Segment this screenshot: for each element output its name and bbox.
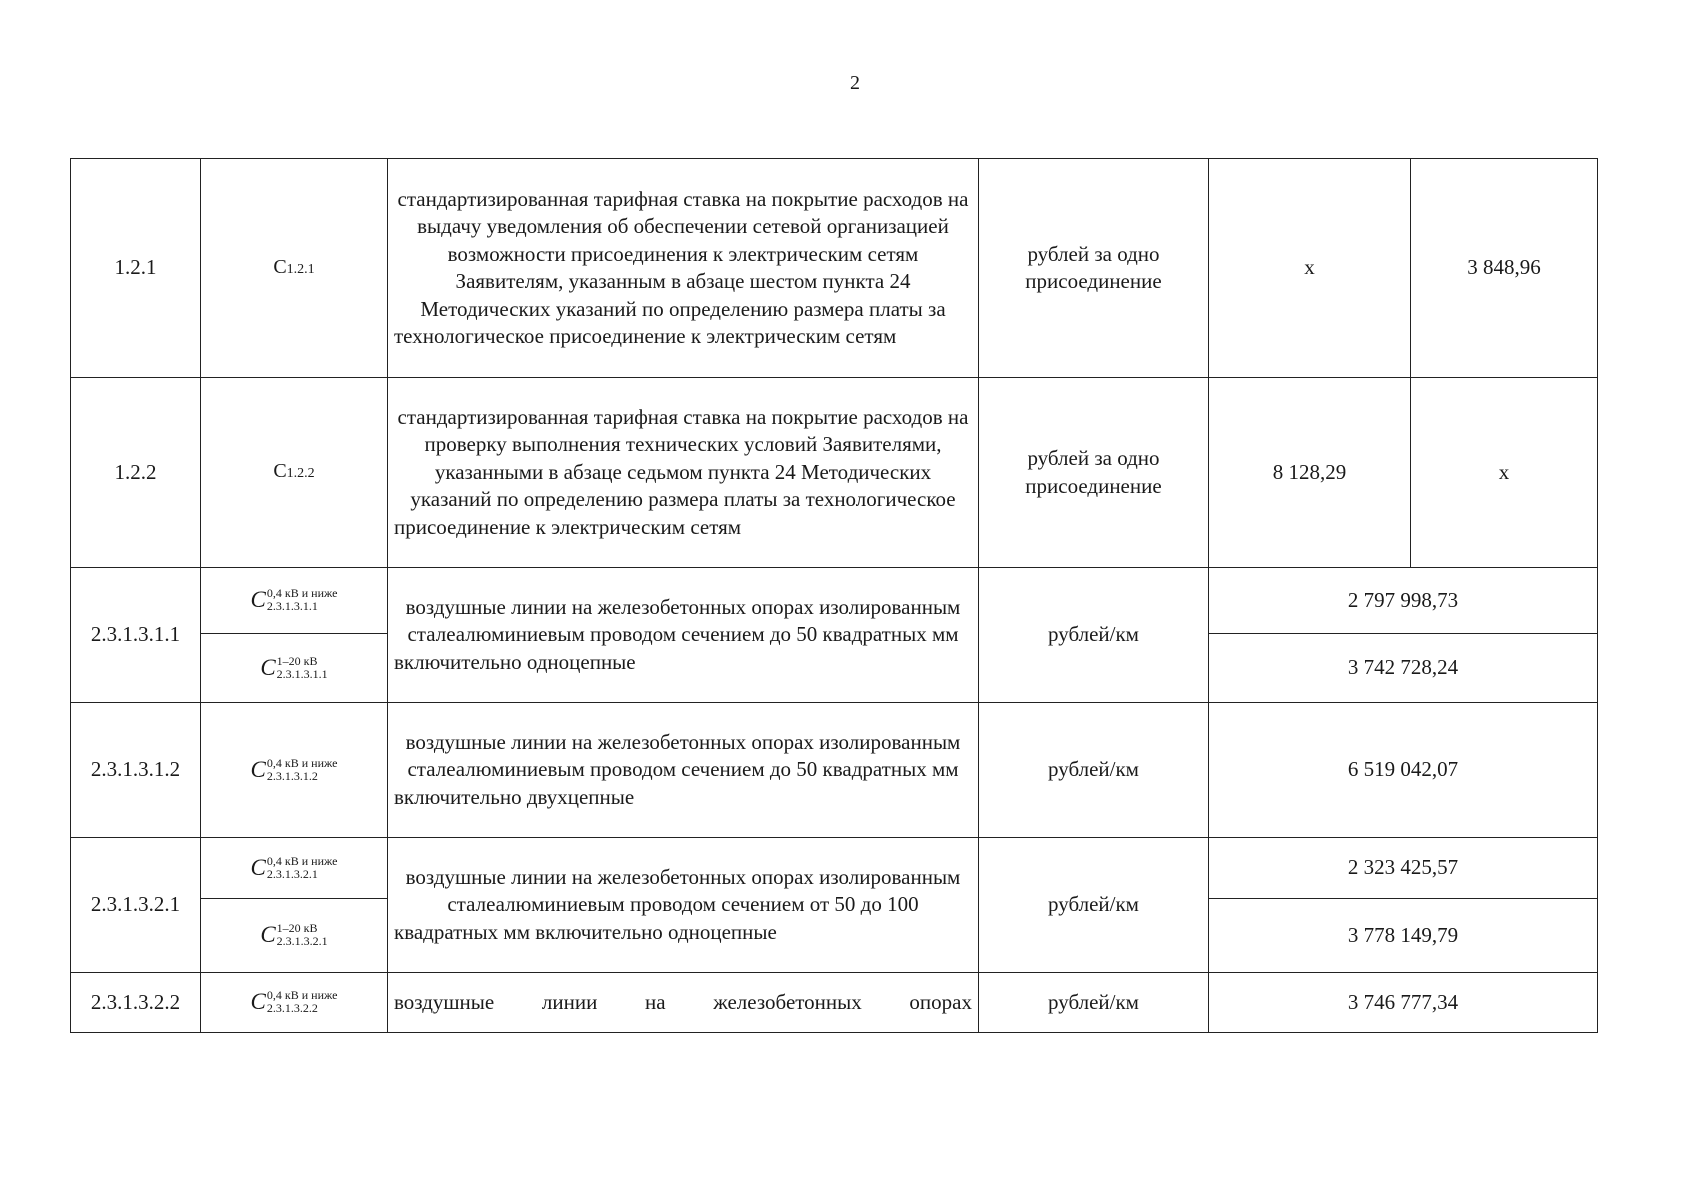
table-row (71, 703, 1598, 838)
value-cell: 2 797 998,73 (1209, 568, 1598, 634)
code-superscript: 1–20 кВ (276, 653, 318, 668)
row-description: воздушные линии на железобетонных опорах изолированным сталеалюминиевым проводом сечением до 50 квадратных мм включительно двухцепные (388, 703, 979, 838)
code-subscript: 1.2.2 (286, 466, 315, 482)
code-symbol: С (273, 460, 287, 483)
code-symbol: С (273, 255, 287, 278)
row-number: 1.2.2 (71, 378, 201, 568)
row-description: воздушные линии на железобетонных опорах изолированным сталеалюминиевым проводом сечением до 50 квадратных мм включительно одноцепные (388, 568, 979, 703)
unit-cell: рублей за одно присоединение (979, 378, 1209, 568)
row-number: 1.2.1 (71, 159, 201, 378)
code-subscript: 1.2.1 (286, 261, 315, 277)
table-row (71, 378, 1598, 568)
row-number: 2.3.1.3.2.1 (71, 838, 201, 973)
value-cell: 3 746 777,34 (1209, 973, 1598, 1033)
tariff-table (70, 158, 1598, 1033)
code-subscript: 2.3.1.3.2.1 (266, 866, 318, 881)
value-cell: 8 128,29 (1209, 378, 1411, 568)
value-cell: 6 519 042,07 (1209, 703, 1598, 838)
table-row (71, 568, 1598, 634)
row-description: стандартизированная тарифная ставка на покрытие расходов на выдачу уведомления об обеспечении сетевой организацией возможности присоединения к электрическим сетям Заявителям, указанным в абзаце шестом пункта 24 Методических указаний по определению размера платы за технологическое присоединение к электрическим сетям (388, 159, 979, 378)
code-symbol: C (260, 922, 276, 948)
rate-code (201, 899, 388, 973)
unit-cell: рублей/км (979, 703, 1209, 838)
table-row (71, 159, 1598, 378)
code-subscript: 2.3.1.3.2.1 (276, 934, 328, 948)
row-number: 2.3.1.3.1.2 (71, 703, 201, 838)
table-row (71, 838, 1598, 899)
code-subscript: 2.3.1.3.1.2 (266, 768, 318, 783)
code-symbol: C (250, 756, 266, 782)
code-subscript: 2.3.1.3.1.1 (276, 666, 328, 681)
code-superscript: 0,4 кВ и ниже (266, 853, 338, 868)
value-cell: 3 778 149,79 (1209, 899, 1598, 973)
rate-code (201, 634, 388, 703)
code-symbol: C (250, 989, 266, 1015)
value-cell: 3 742 728,24 (1209, 634, 1598, 703)
value-cell: 2 323 425,57 (1209, 838, 1598, 899)
code-superscript: 0,4 кВ и ниже (266, 586, 338, 600)
rate-code (201, 838, 388, 899)
value-cell: 3 848,96 (1411, 159, 1598, 378)
unit-cell: рублей за одно присоединение (979, 159, 1209, 378)
unit-cell: рублей/км (979, 568, 1209, 703)
code-subscript: 2.3.1.3.2.2 (266, 1001, 318, 1015)
code-superscript: 0,4 кВ и ниже (266, 988, 338, 1002)
row-description: воздушные линии на железобетонных опорах изолированным сталеалюминиевым проводом сечением от 50 до 100 квадратных мм включительно одноцепные (388, 838, 979, 973)
unit-cell: рублей/км (979, 973, 1209, 1033)
value-cell: х (1411, 378, 1598, 568)
code-symbol: C (250, 854, 266, 880)
row-number: 2.3.1.3.1.1 (71, 568, 201, 703)
code-superscript: 1–20 кВ (276, 921, 318, 935)
code-symbol: C (260, 654, 276, 680)
rate-code (201, 973, 388, 1033)
code-subscript: 2.3.1.3.1.1 (266, 599, 318, 613)
row-number: 2.3.1.3.2.2 (71, 973, 201, 1033)
code-symbol: C (250, 587, 266, 613)
code-superscript: 0,4 кВ и ниже (266, 755, 338, 770)
row-description: воздушные линии на железобетонных опорах (388, 973, 979, 1033)
rate-code (201, 159, 388, 378)
rate-code (201, 378, 388, 568)
unit-cell: рублей/км (979, 838, 1209, 973)
value-cell: х (1209, 159, 1411, 378)
rate-code (201, 703, 388, 838)
page-number: 2 (850, 72, 860, 94)
rate-code (201, 568, 388, 634)
row-description: стандартизированная тарифная ставка на покрытие расходов на проверку выполнения технических условий Заявителями, указанными в абзаце седьмом пункта 24 Методических указаний по определению размера платы за технологическое присоединение к электрическим сетям (388, 378, 979, 568)
table-row (71, 973, 1598, 1033)
